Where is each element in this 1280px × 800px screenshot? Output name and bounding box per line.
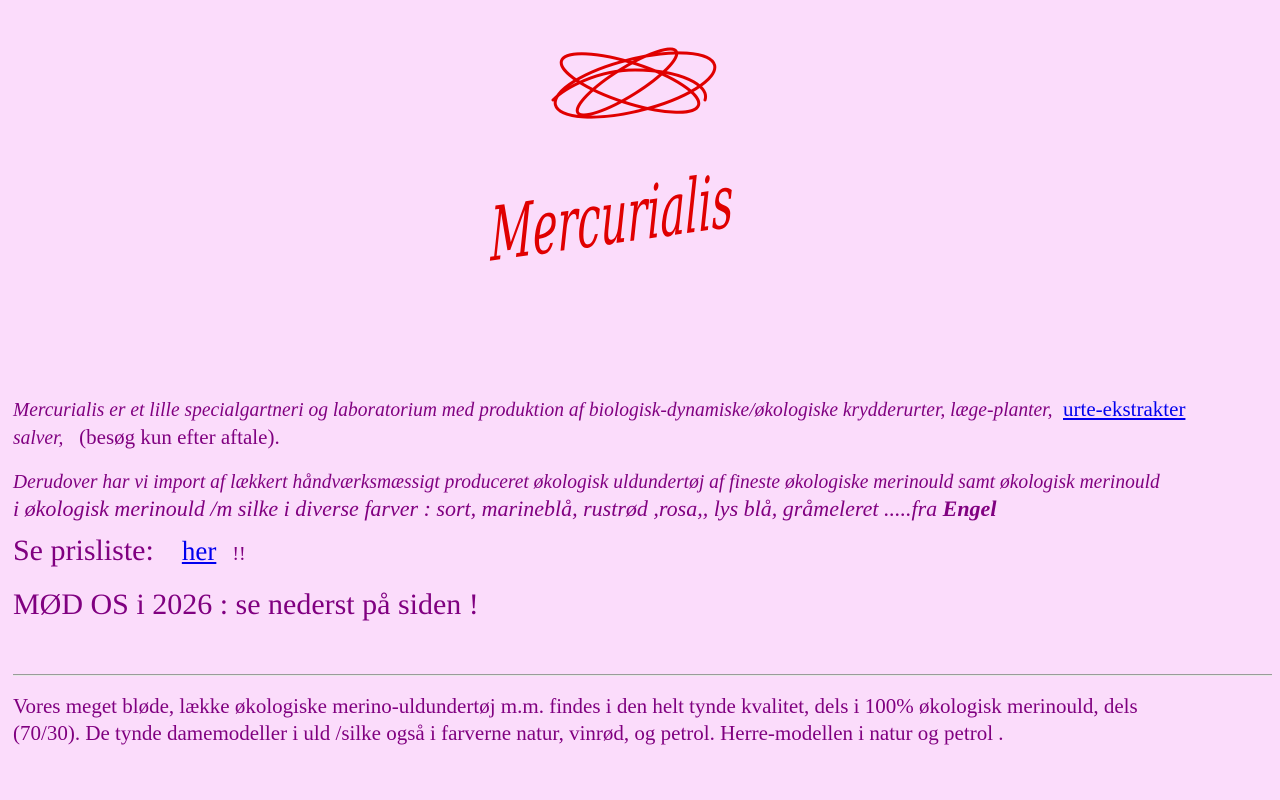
meet-us-heading: MØD OS i 2026 : se nederst på siden ! bbox=[13, 588, 479, 621]
underwear-line-1: Vores meget bløde, lække økologiske merino-uldundertøj m.m. findes i den helt tynde kvalitet, dels i 100% økologisk merinould, dels bbox=[13, 694, 1138, 718]
import-paragraph bbox=[13, 470, 1272, 524]
underwear-line-2: (70/30). De tynde damemodeller i uld /silke også i farverne natur, vinrød, og petrol. Herre-modellen i natur og petrol . bbox=[13, 721, 1004, 745]
intro-paragraph bbox=[13, 396, 1272, 452]
import-line-1: Derudover har vi import af lækkert håndværksmæssigt produceret økologisk uldundertøj af fineste økologiske merinould samt økologisk merinould bbox=[13, 472, 1160, 493]
engel-brand: Engel bbox=[942, 496, 997, 521]
urte-ekstrakter-link[interactable]: urte-ekstrakter bbox=[1063, 397, 1186, 421]
intro-visit-note: (besøg kun efter aftale). bbox=[79, 425, 280, 449]
intro-salver-text: salver, bbox=[13, 428, 64, 449]
import-line-2: i økologisk merinould /m silke i diverse farver : sort, marineblå, rustrød ,rosa,, lys blå, gråmeleret .....fra bbox=[13, 496, 938, 521]
price-list-label: Se prisliste: bbox=[13, 534, 154, 567]
main-content bbox=[13, 396, 1272, 747]
underwear-description bbox=[13, 693, 1272, 747]
intro-text: Mercurialis er et lille specialgartneri og laboratorium med produktion af biologisk-dynamiske/økologiske krydderurter, læge-planter, bbox=[13, 400, 1053, 421]
divider bbox=[13, 674, 1272, 676]
price-list-exclaim: !! bbox=[232, 543, 246, 565]
mercurialis-logo bbox=[490, 40, 919, 279]
price-list-link[interactable]: her bbox=[181, 536, 217, 566]
svg-text:Mercurialis: Mercurialis bbox=[490, 131, 919, 279]
price-list-row bbox=[13, 530, 1272, 575]
